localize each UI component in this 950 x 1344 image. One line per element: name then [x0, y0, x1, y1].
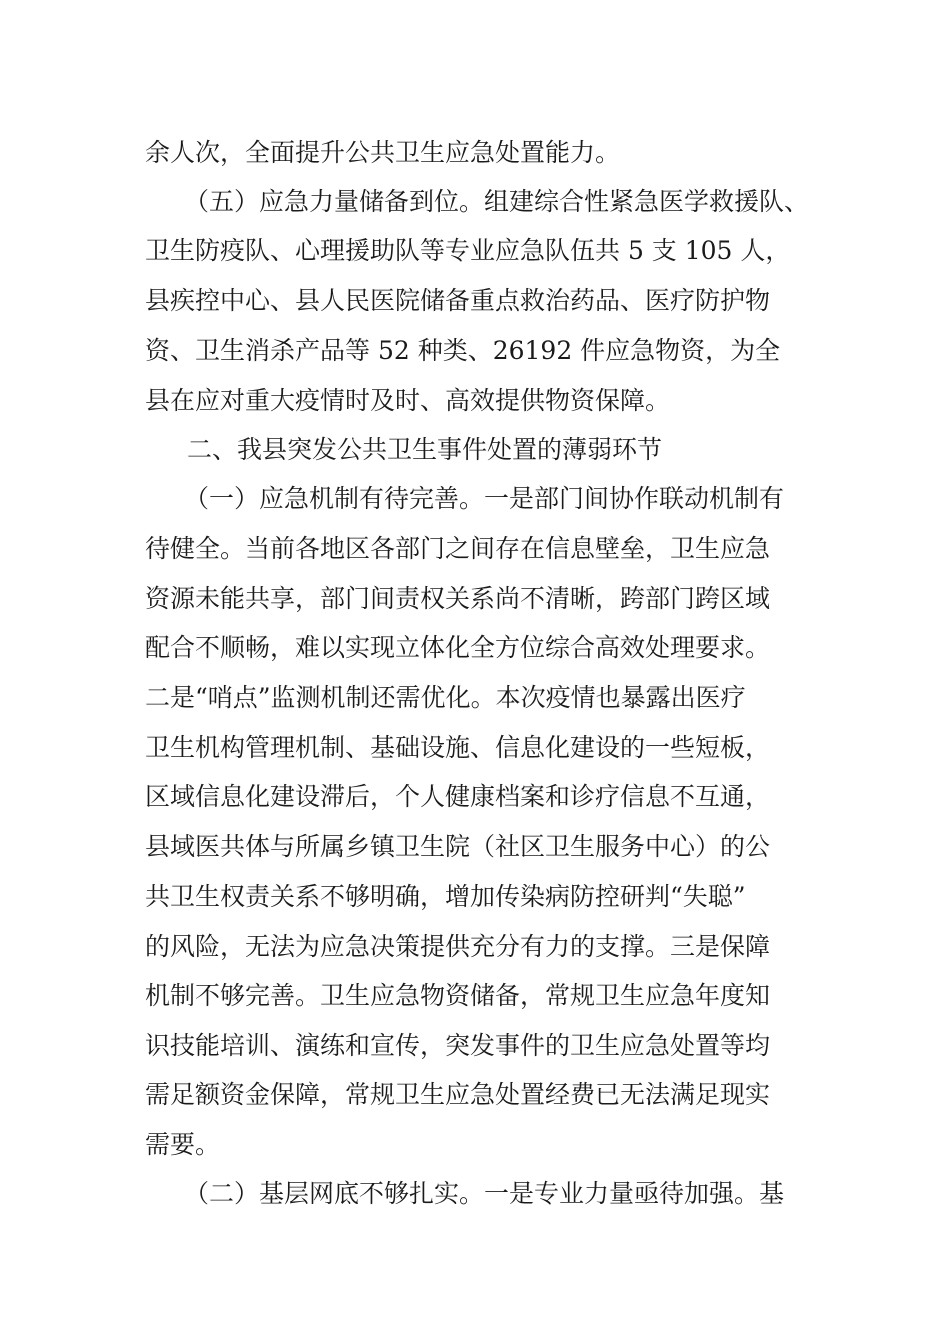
- text-line-11: 配合不顺畅，难以实现立体化全方位综合高效处理要求。: [145, 633, 771, 662]
- text-line-14: 区域信息化建设滞后，个人健康档案和诊疗信息不互通，: [145, 782, 771, 811]
- text-line-12: 二是“哨点”监测机制还需优化。本次疫情也暴露出医疗: [145, 683, 746, 712]
- text-line-9: 待健全。当前各地区各部门之间存在信息壁垒，卫生应急: [145, 534, 771, 563]
- text-line-13: 卫生机构管理机制、基础设施、信息化建设的一些短板，: [145, 733, 771, 762]
- text-line-17: 的风险，无法为应急决策提供充分有力的支撑。三是保障: [145, 932, 771, 961]
- text-line-2: （五）应急力量储备到位。组建综合性紧急医学救援队、: [184, 187, 810, 216]
- text-line-1: 余人次，全面提升公共卫生应急处置能力。: [145, 138, 621, 167]
- text-line-6: 县在应对重大疫情时及时、高效提供物资保障。: [145, 386, 671, 415]
- text-line-22: （二）基层网底不够扎实。一是专业力量亟待加强。基: [184, 1179, 785, 1208]
- text-line-21: 需要。: [145, 1130, 221, 1159]
- text-line-4: 县疾控中心、县人民医院储备重点救治药品、医疗防护物: [145, 286, 771, 315]
- text-line-5: 资、卫生消杀产品等 52 种类、26192 件应急物资，为全: [145, 336, 781, 365]
- text-line-10: 资源未能共享，部门间责权关系尚不清晰，跨部门跨区域: [145, 584, 771, 613]
- text-line-3: 卫生防疫队、心理援助队等专业应急队伍共 5 支 105 人，: [145, 236, 791, 265]
- text-line-20: 需足额资金保障，常规卫生应急处置经费已无法满足现实: [145, 1080, 771, 1109]
- text-line-16: 共卫生权责关系不够明确，增加传染病防控研判“失聪”: [145, 882, 746, 911]
- text-line-18: 机制不够完善。卫生应急物资储备，常规卫生应急年度知: [145, 981, 771, 1010]
- section-heading: 二、我县突发公共卫生事件处置的薄弱环节: [187, 435, 663, 464]
- text-line-19: 识技能培训、演练和宣传，突发事件的卫生应急处置等均: [145, 1031, 771, 1060]
- text-line-8: （一）应急机制有待完善。一是部门间协作联动机制有: [184, 484, 785, 513]
- text-line-15: 县域医共体与所属乡镇卫生院（社区卫生服务中心）的公: [145, 832, 771, 861]
